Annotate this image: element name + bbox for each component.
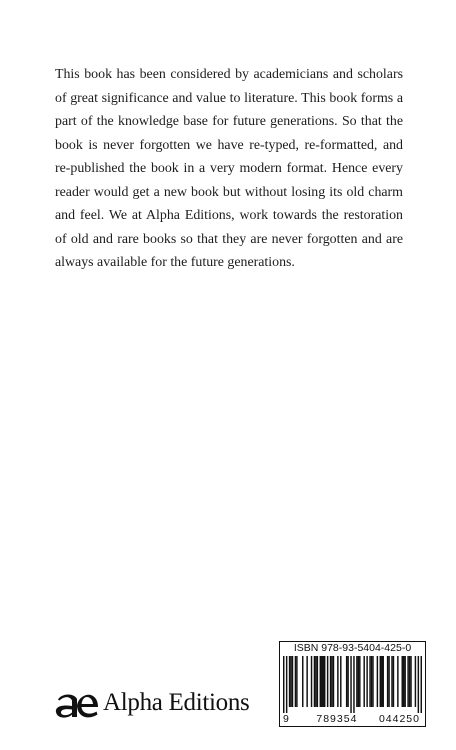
barcode-bar bbox=[347, 656, 348, 707]
barcode-bar bbox=[409, 656, 410, 707]
barcode-bars bbox=[283, 656, 422, 713]
barcode-bar bbox=[350, 656, 351, 713]
barcode-bar bbox=[320, 656, 321, 707]
barcode-bar bbox=[315, 656, 316, 707]
barcode-bar bbox=[321, 656, 322, 707]
barcode-bar bbox=[356, 656, 357, 707]
publisher-name: Alpha Editions bbox=[103, 689, 250, 716]
barcode-bar bbox=[404, 656, 405, 707]
barcode-bar bbox=[380, 656, 381, 707]
barcode-bar bbox=[415, 656, 416, 707]
barcode-bar bbox=[283, 656, 284, 713]
barcode-bar bbox=[286, 656, 287, 713]
publisher-logo bbox=[53, 686, 249, 720]
barcode-bar bbox=[324, 656, 325, 707]
barcode-bar bbox=[346, 656, 347, 707]
barcode-bar bbox=[371, 656, 372, 707]
barcode-bar bbox=[340, 656, 341, 707]
barcode-bar bbox=[292, 656, 293, 707]
barcode-bar bbox=[290, 656, 291, 707]
back-cover-description: This book has been considered by academicians and scholars of great significance and value to literature. This book forms a part of the knowledge base for future generations. So that the book is never forgotten we have re-typed, re-formatted, and re-published the book in a very modern format. Hence every reader would get a new book but without losing its old charm and feel. We at Alpha Editions, work towards the restoration of old and rare books so that they are never forgotten and are always available for the future generations. bbox=[55, 67, 403, 270]
barcode-bar bbox=[353, 656, 354, 713]
barcode-bar bbox=[418, 656, 419, 713]
barcode-bar bbox=[381, 656, 382, 707]
barcode-bar bbox=[337, 656, 338, 707]
barcode-bar bbox=[358, 656, 359, 707]
barcode-bar bbox=[421, 656, 422, 713]
barcode-bar bbox=[296, 656, 297, 707]
barcode-bar bbox=[289, 656, 290, 707]
barcode-bar bbox=[333, 656, 334, 707]
barcode-bar bbox=[327, 656, 328, 707]
barcode-bar bbox=[402, 656, 403, 707]
barcode-bar bbox=[317, 656, 318, 707]
barcode-bar bbox=[407, 656, 408, 707]
barcode-digits bbox=[283, 713, 422, 725]
barcode-digit-lead: 9 bbox=[283, 713, 289, 725]
barcode-bar bbox=[323, 656, 324, 707]
barcode-bar bbox=[369, 656, 370, 707]
barcode-bar bbox=[302, 656, 303, 707]
isbn-label: ISBN 978-93-5404-425-0 bbox=[293, 642, 412, 654]
barcode-bar bbox=[314, 656, 315, 707]
barcode-bar bbox=[377, 656, 378, 707]
barcode-bar bbox=[363, 656, 364, 707]
ae-ligature-logo-icon bbox=[53, 686, 99, 720]
barcode-bar bbox=[387, 656, 388, 707]
barcode-bar bbox=[410, 656, 411, 707]
barcode-bar bbox=[366, 656, 367, 707]
barcode-digit-right-group: 044250 bbox=[378, 713, 420, 725]
barcode-bar bbox=[331, 656, 332, 707]
barcode-bar bbox=[295, 656, 296, 707]
barcode-bar bbox=[306, 656, 307, 707]
barcode-bar bbox=[388, 656, 389, 707]
barcode-bar bbox=[359, 656, 360, 707]
isbn-barcode bbox=[279, 641, 426, 727]
barcode-bar bbox=[391, 656, 392, 707]
barcode-bar bbox=[330, 656, 331, 707]
barcode-bar bbox=[382, 656, 383, 707]
barcode-bar bbox=[311, 656, 312, 707]
barcode-digit-left-group: 789354 bbox=[316, 713, 358, 725]
barcode-bar bbox=[372, 656, 373, 707]
barcode-bar bbox=[397, 656, 398, 707]
barcode-bar bbox=[403, 656, 404, 707]
barcode-bar bbox=[393, 656, 394, 707]
